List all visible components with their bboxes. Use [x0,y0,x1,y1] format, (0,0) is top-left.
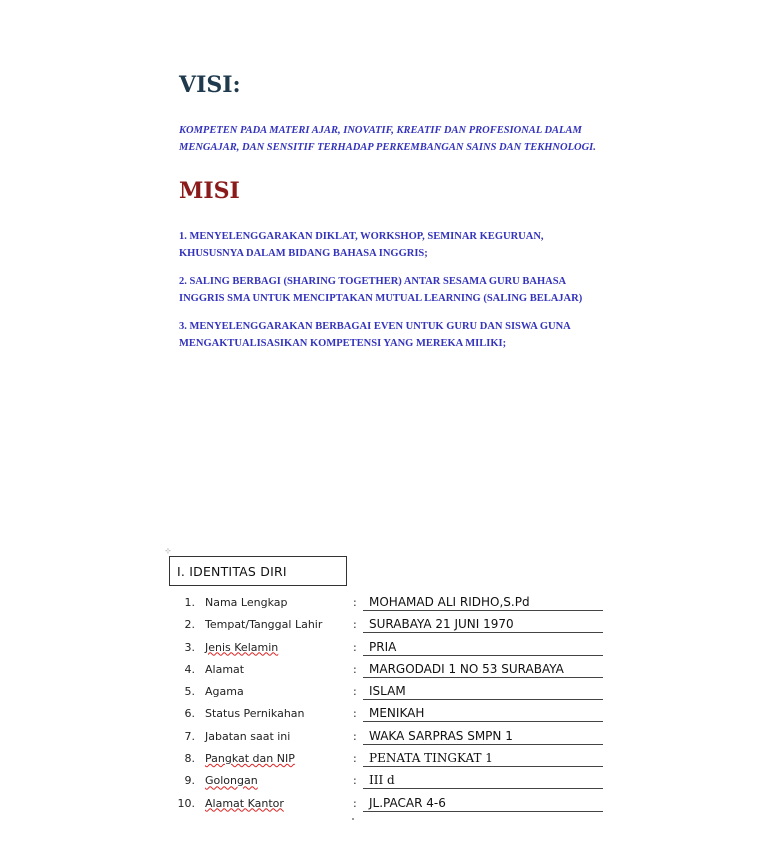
spellcheck-label: Alamat Kantor [205,796,284,810]
row-number: 2. [184,618,195,632]
row-value[interactable]: MOHAMAD ALI RIDHO,S.Pd [363,594,603,611]
row-label: Status Pernikahan [205,707,305,721]
row-number: 9. [184,774,195,788]
visi-statement: KOMPETEN PADA MATERI AJAR, INOVATIF, KREATIF DAN PROFESIONAL DALAM MENGAJAR, DAN SENSITIF TERHADAP PERKEMBANGAN SAINS DAN TEKHNOLOGI. [179,125,596,153]
row-value[interactable]: PENATA TINGKAT 1 [363,750,603,767]
identitas-row [170,748,610,770]
row-value[interactable]: JL.PACAR 4-6 [363,795,603,812]
identitas-row [170,614,610,636]
identitas-row [170,637,610,659]
row-value[interactable]: ISLAM [363,683,603,700]
row-colon: : [353,662,357,676]
identitas-list [170,592,610,815]
row-label: Agama [205,685,244,699]
row-label: Jabatan saat ini [205,729,291,743]
identitas-row [170,793,610,815]
row-label: Nama Lengkap [205,596,288,609]
spellcheck-label: Golongan [205,774,258,788]
row-value[interactable]: MARGODADI 1 NO 53 SURABAYA [363,661,603,678]
row-value[interactable]: PRIA [363,639,603,656]
spellcheck-label: Pangkat dan NIP [205,752,295,766]
identitas-row [170,726,610,748]
row-value[interactable]: MENIKAH [363,705,603,722]
identitas-section-box [169,556,347,586]
row-label [205,752,295,765]
spellcheck-label: Jenis Kelamin [205,640,279,654]
misi-item-3: 3. MENYELENGGARAKAN BERBAGAI EVEN UNTUK GURU DAN SISWA GUNA MENGAKTUALISASIKAN KOMPETENSI YANG MEREKA MILIKI; [179,321,571,349]
row-number: 4. [184,662,195,676]
row-number: 8. [184,752,195,766]
misi-item-2: 2. SALING BERBAGI (SHARING TOGETHER) ANTAR SESAMA GURU BAHASA INGGRIS SMA UNTUK MENCIPTAKAN MUTUAL LEARNING (SALING BELAJAR) [179,276,583,304]
row-colon: : [353,796,357,810]
row-colon: : [353,685,357,699]
row-colon: : [353,752,357,766]
row-colon: : [353,729,357,743]
row-value[interactable]: SURABAYA 21 JUNI 1970 [363,616,603,633]
misi-item-1: 1. MENYELENGGARAKAN DIKLAT, WORKSHOP, SEMINAR KEGURUAN, KHUSUSNYA DALAM BIDANG BAHASA INGGRIS; [179,231,544,259]
anchor-icon: ⊹ [165,547,171,555]
row-label [205,797,284,810]
row-number: 7. [184,729,195,743]
row-label [205,641,278,654]
row-number: 1. [184,596,195,609]
row-colon: : [353,596,357,609]
row-value[interactable]: III d [363,772,603,789]
identitas-section-title: I. IDENTITAS DIRI [177,564,287,579]
row-colon: : [353,707,357,721]
identitas-row [170,703,610,725]
row-number: 10. [177,796,195,810]
identitas-row [170,770,610,792]
row-number: 3. [184,640,195,654]
row-number: 5. [184,685,195,699]
identitas-row [170,681,610,703]
row-value[interactable]: WAKA SARPRAS SMPN 1 [363,728,603,745]
row-colon: : [353,640,357,654]
row-label [205,774,258,787]
misi-heading: MISI [179,178,240,204]
row-colon: : [353,618,357,632]
row-colon: : [353,774,357,788]
visi-heading: VISI: [179,72,241,98]
identitas-row [170,659,610,681]
row-label: Tempat/Tanggal Lahir [205,618,323,632]
row-number: 6. [184,707,195,721]
trailing-dot [352,818,354,820]
row-label: Alamat [205,662,245,676]
identitas-row [170,592,610,614]
